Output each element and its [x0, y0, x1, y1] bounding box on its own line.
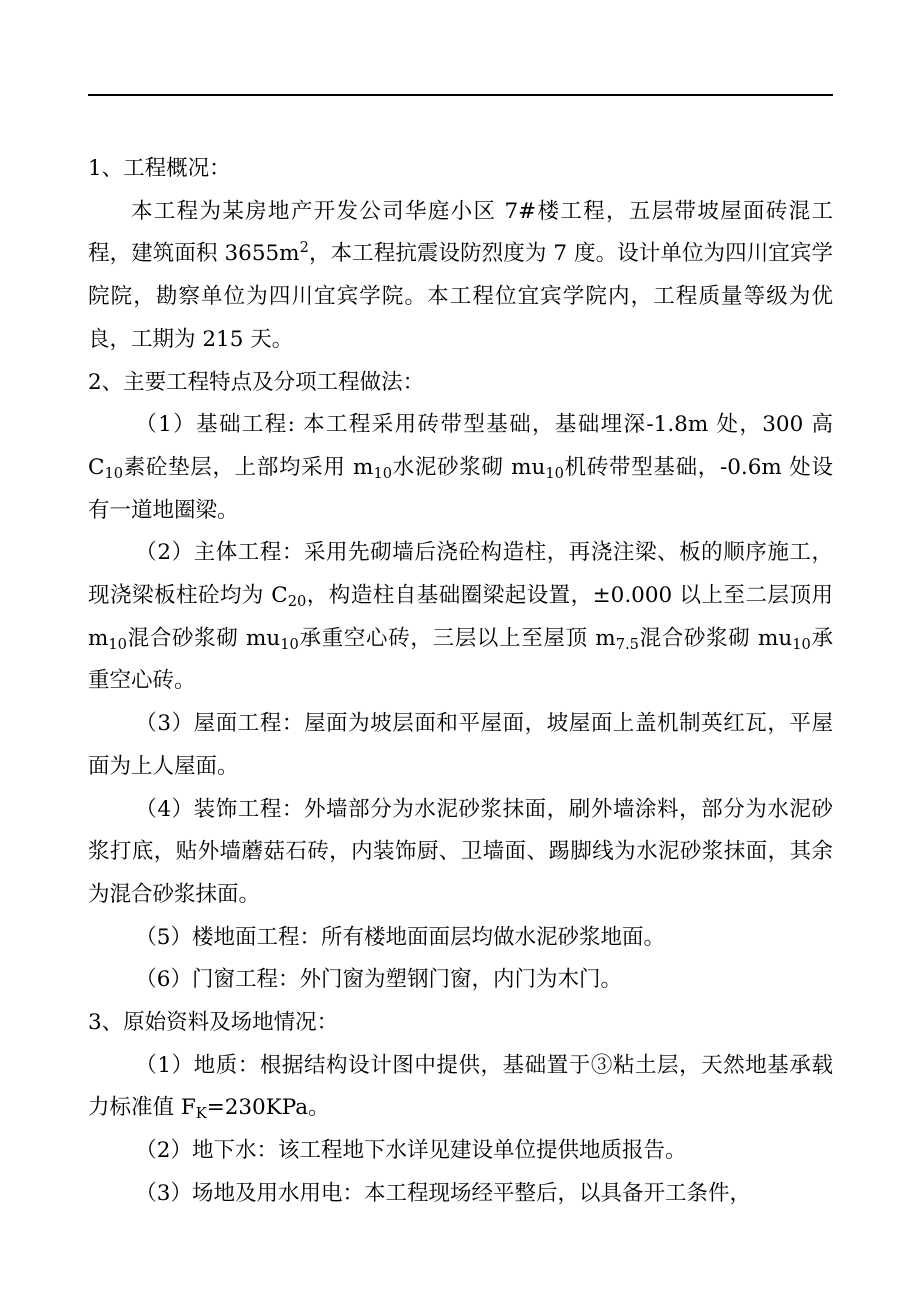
body-paragraph [88, 917, 833, 960]
text-run: 水泥砂浆砌 mu [392, 454, 546, 480]
text-run: （2）地下水：该工程地下水详见建设单位提供地质报告。 [135, 1138, 687, 1164]
superscript: 2 [299, 239, 309, 257]
subscript: 10 [280, 635, 299, 653]
text-run: （2）主体工程：采用先砌墙后浇砼构造柱，再浇注梁、板的顺序施工，现浇梁板柱砼均为 C [88, 540, 833, 609]
body-paragraph [88, 1045, 833, 1130]
subscript: 7.5 [615, 635, 639, 653]
text-run: （1）基础工程: 本工程采用砖带型基础，基础埋深-1.8m 处，300 高 C [88, 412, 833, 480]
subscript: 20 [287, 593, 307, 611]
section-heading: 3、原始资料及场地情况： [88, 1010, 339, 1036]
text-run: （1）地质：根据结构设计图中提供，基础置于③粘土层，天然地基承载力标准值 F [88, 1052, 833, 1121]
text-run: （3）屋面工程：屋面为坡层面和平屋面，坡屋面上盖机制英红瓦，平屋面为上人屋面。 [88, 711, 833, 779]
text-run: 混合砂浆砌 mu [126, 625, 281, 651]
body-paragraph [88, 789, 833, 917]
body-paragraph [88, 703, 833, 788]
header-rule [88, 94, 833, 96]
body-paragraph [88, 191, 833, 362]
subscript: 10 [108, 635, 127, 653]
text-run: ，本工程抗震设防烈度为 7 度。设计单位为四川宜宾学院院，勘察单位为四川宜宾学院。本工程位宜宾学院内，工程质量等级为优良，工期为 215 天。 [88, 241, 833, 352]
text-run: =230KPa。 [206, 1095, 330, 1121]
subscript: 10 [545, 465, 564, 482]
text-run: （3）场地及用水用电：本工程现场经平整后，以具备开工条件， [135, 1180, 751, 1206]
subscript: 10 [792, 635, 811, 653]
text-run: 本工程为某房地产开发公司华庭小区 7#楼工程，五层带坡屋面砖混工程，建筑面积 3655m [88, 198, 833, 267]
section-heading: 2、主要工程特点及分项工程做法： [88, 369, 425, 395]
text-run: （4）装饰工程：外墙部分为水泥砂浆抹面，刷外墙涂料，部分为水泥砂浆打底，贴外墙蘑菇石砖，内装饰厨、卫墙面、踢脚线为水泥砂浆抹面，其余为混合砂浆抹面。 [88, 796, 833, 907]
text-run: 承重空心砖，三层以上至屋顶 m [298, 625, 616, 651]
body-paragraph [88, 1130, 833, 1173]
section-heading: 1、工程概况： [88, 156, 231, 181]
text-run: （5）楼地面工程：所有楼地面面层均做水泥砂浆地面。 [135, 924, 665, 950]
subscript: 10 [373, 465, 393, 482]
body-paragraph [88, 959, 833, 1002]
text-run: 承重空心砖。 [88, 625, 833, 694]
text-run: ，构造柱自基础圈梁起设置，±0.000 以上至二层顶用 m [88, 583, 833, 651]
body-paragraph [88, 404, 833, 532]
text-run: 素砼垫层，上部均采用 m [123, 454, 374, 480]
document-body [88, 148, 833, 1216]
text-run: 机砖带型基础，-0.6m 处设有一道地圈梁。 [88, 454, 833, 523]
subscript: 10 [104, 465, 124, 482]
text-run: 混合砂浆砌 mu [638, 625, 793, 651]
subscript: K [195, 1105, 207, 1123]
body-paragraph [88, 1173, 833, 1216]
text-run: （6）门窗工程：外门窗为塑钢门窗，内门为木门。 [135, 967, 622, 993]
body-paragraph [88, 532, 833, 703]
